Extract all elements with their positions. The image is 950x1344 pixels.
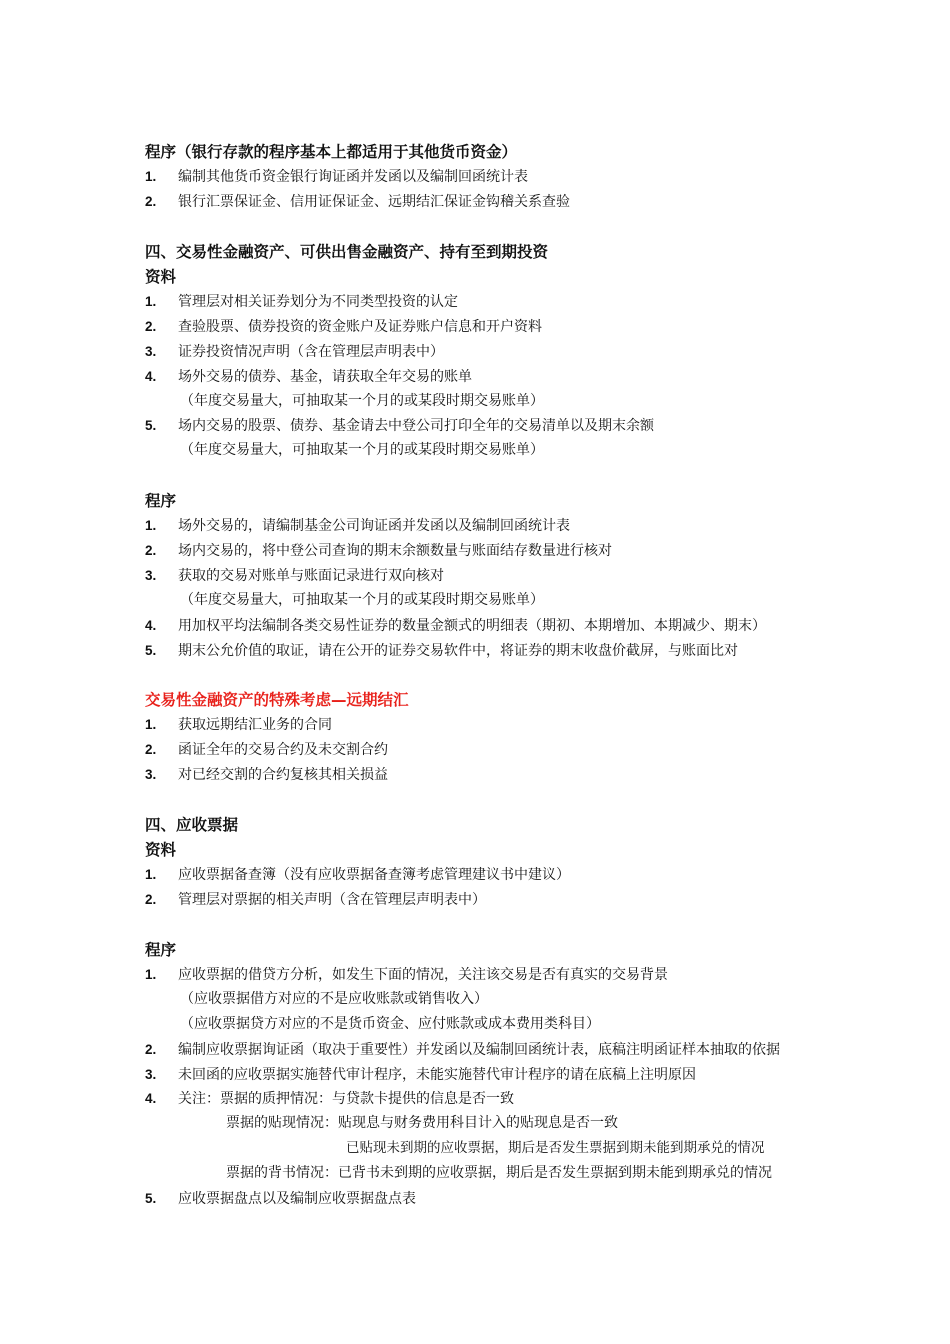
list-text: 证券投资情况声明（含在管理层声明表中） — [178, 344, 444, 360]
list-number: 3. — [145, 1067, 157, 1082]
list-number: 3. — [145, 767, 157, 782]
list-number: 5. — [145, 1191, 157, 1206]
list-text: 管理层对相关证券划分为不同类型投资的认定 — [178, 294, 458, 310]
list-number: 1. — [145, 169, 157, 184]
list-number: 4. — [145, 369, 157, 384]
list-text: 银行汇票保证金、信用证保证金、远期结汇保证金钩稽关系查验 — [178, 194, 570, 210]
list-number: 2. — [145, 1042, 157, 1057]
list-number: 2. — [145, 194, 157, 209]
list-text: 期末公允价值的取证，请在公开的证券交易软件中，将证券的期末收盘价截屏，与账面比对 — [178, 643, 738, 659]
list-number: 1. — [145, 717, 157, 732]
section-heading-procedure: 程序 — [145, 941, 177, 959]
list-note: （应收票据贷方对应的不是货币资金、应付账款或成本费用类科目） — [180, 1016, 600, 1032]
list-text: 应收票据盘点以及编制应收票据盘点表 — [178, 1191, 416, 1207]
list-text: 应收票据的借贷方分析，如发生下面的情况，关注该交易是否有真实的交易背景 — [178, 967, 668, 983]
list-number: 1. — [145, 518, 157, 533]
list-text: 场内交易的，将中登公司查询的期末余额数量与账面结存数量进行核对 — [178, 543, 612, 559]
list-continuation: 已贴现未到期的应收票据，期后是否发生票据到期未能到期承兑的情况 — [346, 1140, 765, 1156]
list-text: 管理层对票据的相关声明（含在管理层声明表中） — [178, 892, 486, 908]
list-text: 场内交易的股票、债券、基金请去中登公司打印全年的交易清单以及期末余额 — [178, 418, 654, 434]
list-text: 获取远期结汇业务的合同 — [178, 717, 332, 733]
list-number: 5. — [145, 643, 157, 658]
list-number: 2. — [145, 892, 157, 907]
subheading-materials: 资料 — [145, 841, 177, 859]
list-text: 未回函的应收票据实施替代审计程序，未能实施替代审计程序的请在底稿上注明原因 — [178, 1067, 696, 1083]
list-number: 1. — [145, 967, 157, 982]
list-text: 用加权平均法编制各类交易性证券的数量金额式的明细表（期初、本期增加、本期减少、期末） — [178, 618, 766, 634]
list-number: 4. — [145, 618, 157, 633]
section-heading-notes-receivable: 四、应收票据 — [145, 816, 239, 834]
section-heading-trading-assets: 四、交易性金融资产、可供出售金融资产、持有至到期投资 — [145, 243, 549, 261]
list-text: 应收票据备查簿（没有应收票据备查簿考虑管理建议书中建议） — [178, 867, 570, 883]
list-number: 4. — [145, 1091, 157, 1106]
list-note: （年度交易量大，可抽取某一个月的或某段时期交易账单） — [180, 592, 544, 608]
list-text: 场外交易的，请编制基金公司询证函并发函以及编制回函统计表 — [178, 518, 570, 534]
list-continuation: 票据的背书情况：已背书未到期的应收票据，期后是否发生票据到期未能到期承兑的情况 — [226, 1165, 772, 1181]
list-text: 编制应收票据询证函（取决于重要性）并发函以及编制回函统计表，底稿注明函证样本抽取的依据 — [178, 1042, 780, 1058]
subheading-materials: 资料 — [145, 268, 177, 286]
list-note: （年度交易量大，可抽取某一个月的或某段时期交易账单） — [180, 442, 544, 458]
section-heading-procedure: 程序 — [145, 492, 177, 510]
section-heading-cash-procedure: 程序（银行存款的程序基本上都适用于其他货币资金） — [145, 143, 518, 161]
list-text: 场外交易的债券、基金，请获取全年交易的账单 — [178, 369, 472, 385]
list-text: 对已经交割的合约复核其相关损益 — [178, 767, 388, 783]
list-note: （应收票据借方对应的不是应收账款或销售收入） — [180, 991, 488, 1007]
list-number: 1. — [145, 294, 157, 309]
list-number: 3. — [145, 344, 157, 359]
section-heading-forward-fx: 交易性金融资产的特殊考虑—远期结汇 — [145, 691, 409, 709]
list-number: 3. — [145, 568, 157, 583]
list-text: 函证全年的交易合约及未交割合约 — [178, 742, 388, 758]
list-number: 2. — [145, 543, 157, 558]
list-text: 编制其他货币资金银行询证函并发函以及编制回函统计表 — [178, 169, 528, 185]
list-continuation: 票据的贴现情况：贴现息与财务费用科目计入的贴现息是否一致 — [226, 1115, 618, 1131]
list-number: 1. — [145, 867, 157, 882]
list-text: 查验股票、债券投资的资金账户及证券账户信息和开户资料 — [178, 319, 542, 335]
list-number: 2. — [145, 742, 157, 757]
list-number: 5. — [145, 418, 157, 433]
list-note: （年度交易量大，可抽取某一个月的或某段时期交易账单） — [180, 393, 544, 409]
list-text: 获取的交易对账单与账面记录进行双向核对 — [178, 568, 444, 584]
list-text: 关注：票据的质押情况：与贷款卡提供的信息是否一致 — [178, 1091, 514, 1107]
list-number: 2. — [145, 319, 157, 334]
